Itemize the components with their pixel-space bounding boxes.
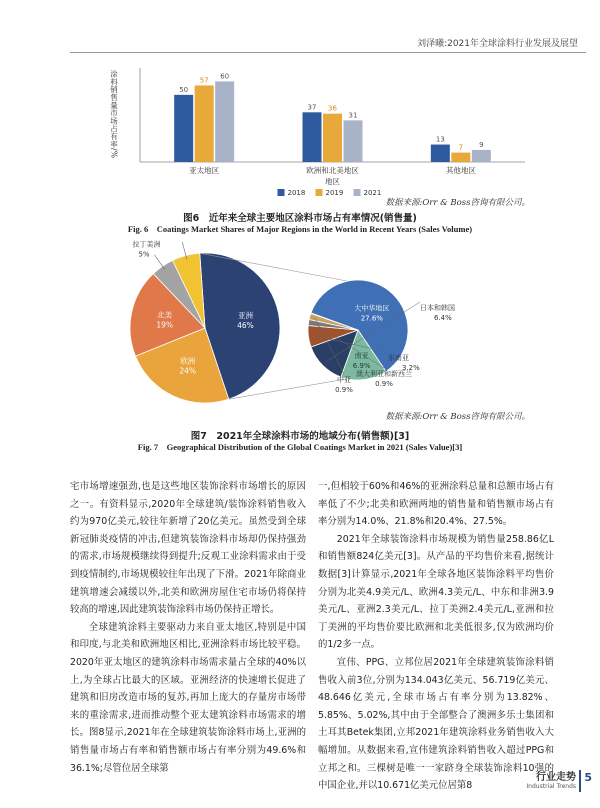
pie-slice-value: 5% — [138, 250, 150, 259]
pie-slice-label: 亚洲 — [237, 310, 253, 320]
body-paragraph: 全球建筑涂料主要驱动力来自亚太地区,特别是中国和印度,与北美和欧洲地区相比,亚洲涂料市场比较平稳。2020年亚太地区的建筑涂料市场需求量占全球的40%以上,为全球占比最大的区域。亚洲经济的快速增长促进了建筑和旧房改造市场的复苏,再加上庞大的存量房市场带来的重涂需求,进而推动整个亚太建筑涂料市场需求的增长。图8显示,2021年在全球建筑装饰涂料市场上,亚洲的销售量市场占有率和销售额市场占有率分别为49.6%和36.1%;尽管位居全球第 — [70, 621, 306, 774]
breakdown-label: 澳大利亚和新西兰 — [356, 370, 412, 378]
figure6-source: 数据来源:Orr & Boss咨询有限公司。 — [385, 198, 530, 208]
legend-swatch — [278, 189, 285, 196]
bar — [303, 112, 322, 162]
breakdown-value: 3.2% — [402, 364, 420, 372]
body-paragraph: 2021年全球装饰涂料市场规模为销售量258.86亿L和销售额824亿美元[3]。从产品的平均售价来看,据统计数据[3]计算显示,2021年全球各地区装饰涂料平均售价分别为北美4.9美元/L、欧洲4.3美元/L、中东和非洲3.9美元/L、亚洲2.3美元/L、拉丁美洲2.4美元/L,亚洲和拉丁美洲的平均售价要比欧洲和北美低很多,仅为欧洲均价的1/2多一点。 — [318, 533, 554, 651]
leader-line — [154, 255, 164, 270]
breakdown-label: 大中华地区 — [354, 304, 390, 313]
bar-data-label: 13 — [435, 135, 445, 144]
legend-label: 2019 — [325, 189, 344, 197]
x-tick-label: 欧洲和北美地区 — [306, 166, 359, 175]
figure6-caption-cn: 图6 近年来全球主要地区涂料市场占有率情况(销售量) — [183, 213, 417, 224]
figure7-caption-cn: 图7 2021年全球涂料市场的地域分布(销售额)[3] — [190, 431, 410, 442]
breakdown-value: 6.9% — [352, 361, 371, 370]
x-tick-label: 亚太地区 — [189, 166, 220, 175]
bar — [323, 114, 342, 162]
body-paragraph: 宣伟、PPG、立邦位居2021年全球建筑装饰涂料销售收入前3位,分别为134.043亿美元、56.719亿美元、48.646亿美元,全球市场占有率分别为13.82%、5.85%、5.02%,其中由于全部整合了澳洲多乐士集团和土耳其Betek集团,立邦2021年建筑涂料业务销售收入大幅增加。从数据来看,宣伟建筑涂料销售收入超过PPG和立邦之和。三棵树是唯一一家跻身全球装饰涂料10强的中国企业,并以10.671亿美元位居第8 — [318, 656, 554, 792]
figure6-caption-en: Fig. 6 Coatings Market Shares of Major Regions in the World in Recent Years (Sales Volume) — [127, 224, 473, 234]
pie-slice-label: 欧洲 — [180, 356, 196, 366]
figure6-bar-chart — [100, 62, 540, 212]
bar-data-label: 36 — [328, 104, 337, 113]
x-axis-label: 地区 — [325, 177, 340, 186]
body-paragraph: 宅市场增速强劲,也是这些地区装饰涂料市场增长的原因之一。有资料显示,2020年全球建筑/装饰涂料销售收入约为970亿美元,较往年新增了20亿美元。虽然受到全球新冠肺炎疫情的冲击,但建筑装饰涂料市场却仍保持强劲的需求,市场规模继续得到提升;反观工业涂料需求由于受到疫情制约,市场规模较往年出现了下滑。2021年除商业建筑增速会减缓以外,北美和欧洲房屋住宅市场仍将保持较高的增速,因此建筑装饰涂料市场仍保持正增长。 — [70, 481, 306, 616]
header-rule — [70, 52, 586, 53]
legend-label: 2021 — [363, 189, 382, 197]
pie-slice-value: 19% — [156, 320, 174, 330]
bar — [174, 95, 193, 162]
bar-data-label: 7 — [458, 143, 464, 152]
pie-slice-label: 北美 — [157, 310, 173, 320]
bar — [451, 153, 470, 162]
legend-swatch — [354, 189, 361, 196]
bar-data-label: 57 — [199, 76, 209, 85]
y-axis-label: 涂料销售量市场占有率/% — [109, 70, 119, 159]
breakdown-value: 27.6% — [360, 314, 383, 323]
bar-data-label: 37 — [307, 103, 317, 112]
bar-data-label: 31 — [348, 111, 358, 120]
footer-brand-name: 行业走势 — [536, 772, 576, 783]
breakdown-value: 0.9% — [335, 386, 353, 394]
footer-brand — [526, 768, 576, 790]
breakdown-value: 0.9% — [375, 380, 393, 388]
page-number: 5 — [584, 771, 592, 784]
bar-data-label: 9 — [479, 140, 484, 149]
bar-data-label: 50 — [179, 85, 189, 94]
breakdown-label: 东南亚 — [388, 354, 409, 362]
body-paragraph: 一,但相较于60%和46%的亚洲涂料总量和总额市场占有率低了不少;北美和欧洲两地的销售量和销售额市场占有率分别为14.0%、21.8%和20.4%、27.5%。 — [318, 481, 554, 528]
legend-swatch — [316, 189, 323, 196]
footer-brand-en: Industrial Trends — [526, 783, 576, 790]
breakdown-label: 南亚 — [354, 351, 369, 360]
x-tick-label: 其他地区 — [445, 166, 476, 175]
breakdown-value: 6.4% — [434, 314, 452, 322]
figure7-pie-chart — [120, 240, 480, 412]
pie-slice-value: 24% — [179, 366, 197, 376]
breakdown-label: 中亚 — [337, 376, 351, 384]
bar — [215, 81, 234, 162]
bar — [431, 145, 450, 162]
figure7-caption-en: Fig. 7 Geographical Distribution of the Global Coatings Market in 2021 (Sales Value)[3] — [137, 442, 463, 452]
running-head: 刘泽曦:2021年全球涂料行业发展及展望 — [417, 39, 578, 49]
pie-slice-value: 46% — [237, 320, 254, 330]
footer-divider — [579, 770, 581, 792]
figure7-source: 数据来源:Orr & Boss咨询有限公司。 — [385, 412, 530, 422]
bar-data-label: 60 — [220, 72, 230, 81]
pie-slice-label: 拉丁美洲 — [132, 240, 161, 249]
body-right-column — [318, 478, 554, 795]
bar — [195, 85, 214, 162]
bar — [472, 150, 491, 162]
bar — [344, 120, 363, 162]
legend-label: 2018 — [287, 189, 306, 197]
breakdown-label: 日本和韩国 — [420, 304, 455, 312]
body-left-column — [70, 478, 306, 777]
